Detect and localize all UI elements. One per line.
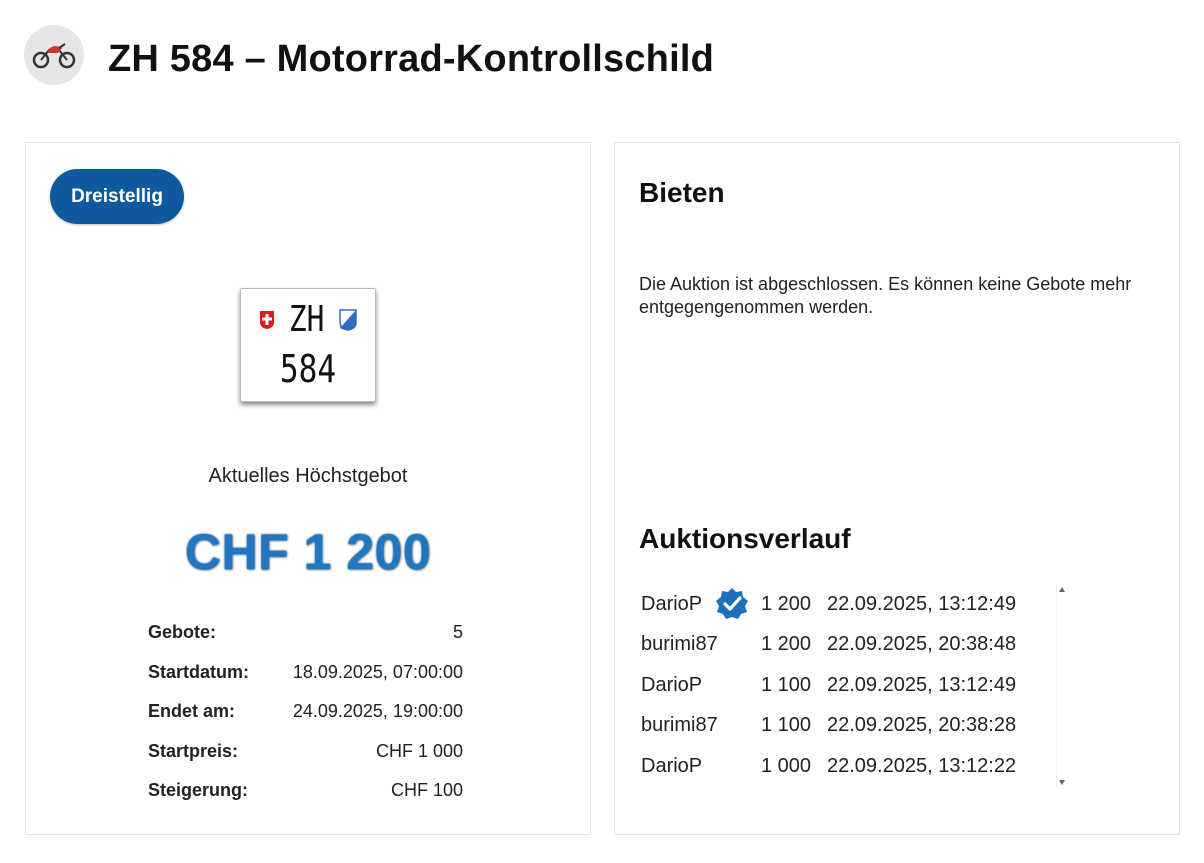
current-bid-label: Aktuelles Höchstgebot: [208, 465, 408, 487]
bidder-name: burimi87: [641, 633, 718, 656]
detail-row-end-date: [148, 692, 463, 732]
motorcycle-icon: [31, 40, 77, 70]
history-scrollbar[interactable]: [1056, 585, 1069, 787]
bid-time: 22.09.2025, 13:12:49: [827, 673, 1017, 696]
detail-label: Startpreis:: [148, 740, 239, 761]
bidder-name: DarioP: [641, 592, 703, 615]
bid-time: 22.09.2025, 13:12:49: [827, 592, 1017, 615]
scroll-down-arrow-icon[interactable]: [1059, 780, 1065, 785]
bid-amount: 1 200: [761, 633, 812, 656]
detail-value: CHF 100: [390, 780, 463, 801]
plate-number: 584: [279, 347, 337, 391]
bid-amount: 1 100: [761, 673, 812, 696]
bidder-name: DarioP: [641, 754, 703, 777]
swiss-cross-icon: [259, 310, 275, 330]
history-row: [641, 584, 1061, 625]
detail-row-increment: [148, 771, 463, 811]
bid-time: 22.09.2025, 13:12:22: [827, 754, 1017, 777]
auction-details: [148, 613, 463, 811]
detail-label: Startdatum:: [148, 661, 250, 682]
auction-closed-message: Die Auktion ist abgeschlossen. Es können keine Gebote mehr entgegengenommen werden.: [639, 274, 1132, 317]
detail-value: 5: [452, 622, 463, 643]
bid-amount: 1 100: [761, 714, 812, 737]
detail-value: 18.09.2025, 07:00:00: [292, 661, 463, 682]
auction-history-title: Auktionsverlauf: [639, 523, 851, 554]
detail-label: Gebote:: [148, 622, 217, 643]
bid-time: 22.09.2025, 20:38:48: [827, 633, 1017, 656]
zurich-shield-icon: [339, 309, 357, 331]
history-row: [641, 746, 1061, 787]
history-row: [641, 706, 1061, 747]
bid-amount: 1 200: [761, 592, 812, 615]
detail-row-start-date: [148, 653, 463, 693]
detail-value: 24.09.2025, 19:00:00: [292, 701, 463, 722]
bidder-name: burimi87: [641, 714, 718, 737]
bid-amount: 1 000: [761, 754, 812, 777]
plate-canton: ZH: [289, 299, 325, 340]
bidding-title: Bieten: [639, 177, 725, 208]
detail-label: Endet am:: [148, 701, 236, 722]
bid-time: 22.09.2025, 20:38:28: [827, 714, 1017, 737]
page-title: ZH 584 – Motorrad-Kontrollschild: [108, 38, 715, 80]
auction-history-list[interactable]: [641, 584, 1061, 787]
detail-label: Steigerung:: [148, 780, 249, 801]
license-plate-image: [240, 288, 376, 402]
detail-row-bids: [148, 613, 463, 653]
verified-badge-icon: [715, 587, 749, 621]
scroll-up-arrow-icon[interactable]: [1059, 587, 1065, 592]
current-bid-value: CHF 1 200: [184, 524, 432, 580]
history-row: [641, 625, 1061, 666]
bidder-name: DarioP: [641, 673, 703, 696]
detail-row-start-price: [148, 732, 463, 772]
detail-value: CHF 1 000: [375, 740, 463, 761]
site-logo[interactable]: [24, 25, 84, 85]
category-badge: Dreistellig: [50, 169, 184, 224]
listing-card: [25, 142, 591, 835]
bidding-card: [614, 142, 1180, 835]
history-row: [641, 665, 1061, 706]
